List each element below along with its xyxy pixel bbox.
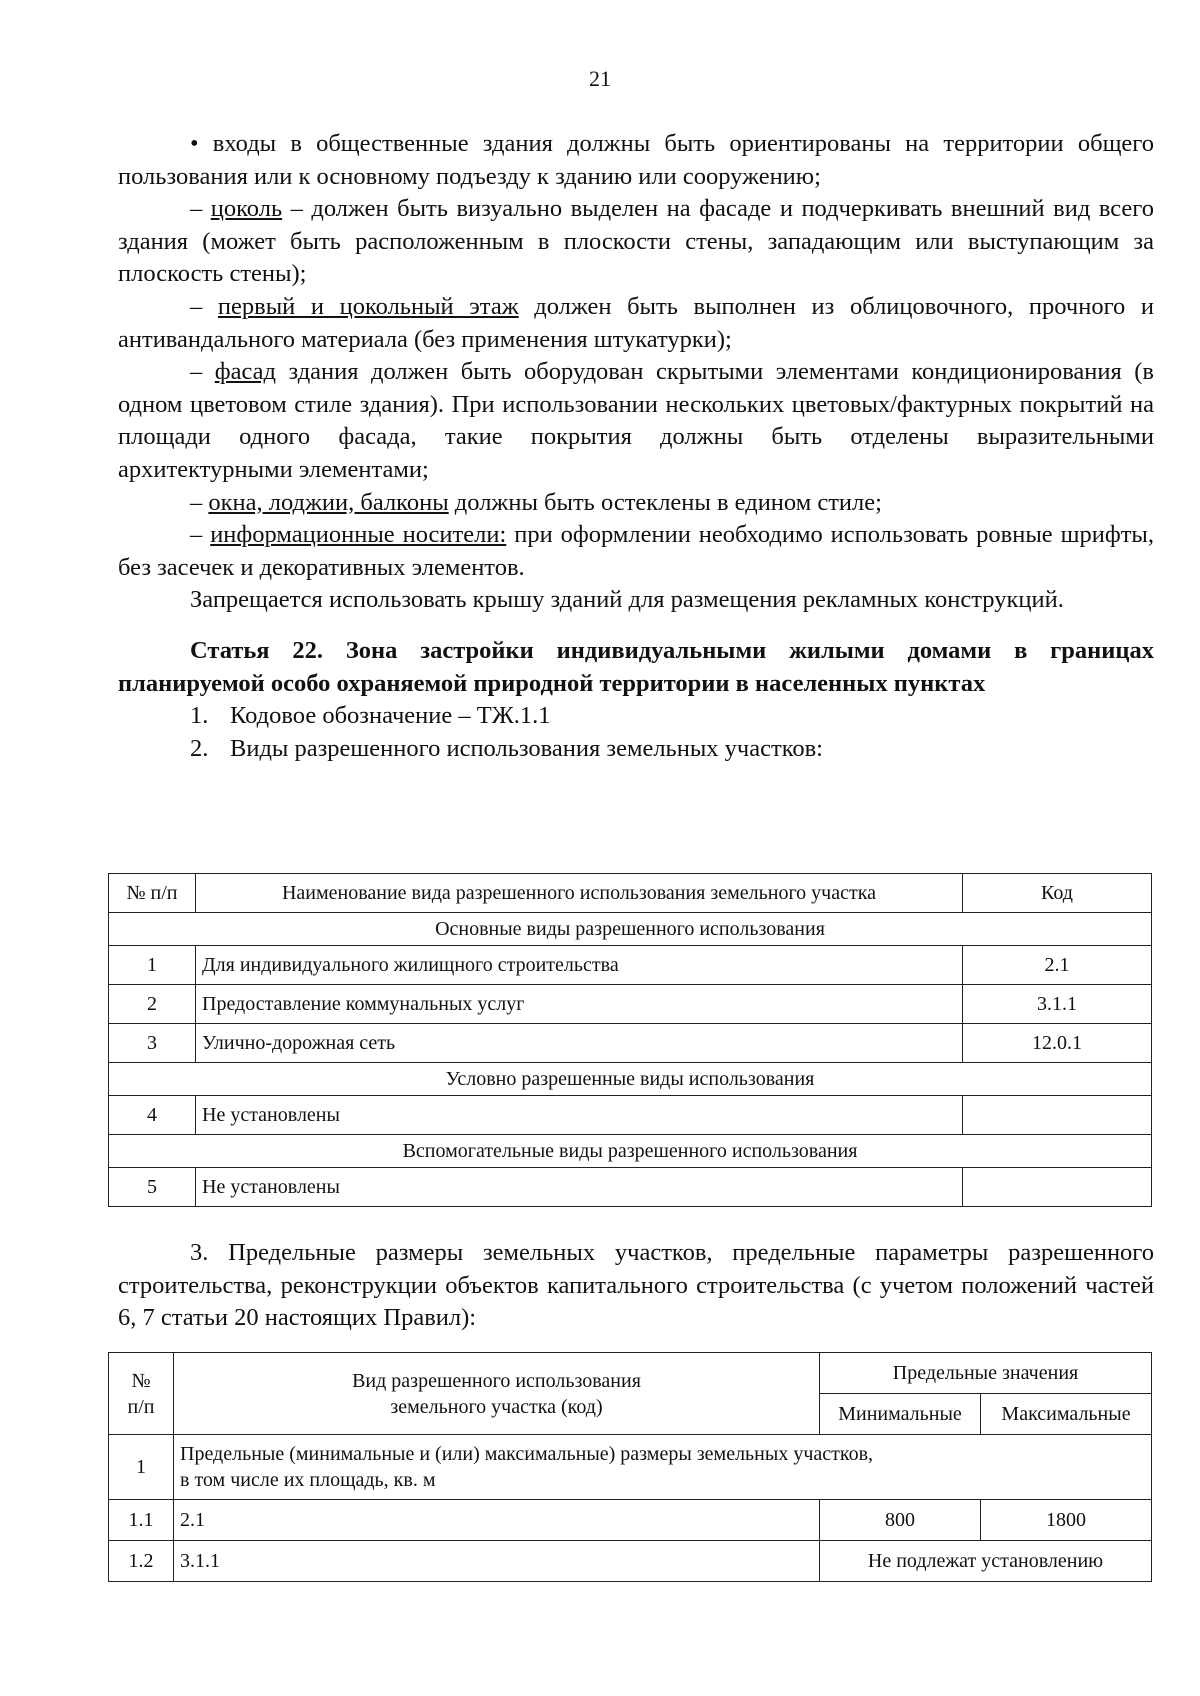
header-num-line1: №: [131, 1369, 151, 1392]
column-header-code: Код: [963, 874, 1152, 913]
paragraph-facade: [118, 356, 1154, 486]
paragraph-first-floor-text: должен быть выполнен из облицовочного, прочного и антивандального материала (без применения штукатурки);: [118, 292, 1155, 353]
cell-merged-value: Не подлежат установлению: [820, 1541, 1152, 1582]
table-row: [109, 1096, 1152, 1135]
group-title-line1: Предельные (минимальные и (или) максимальные) размеры земельных участков,: [180, 1443, 874, 1465]
table-group-row: [109, 1435, 1152, 1500]
paragraph-windows-text: должны быть остеклены в едином стиле;: [448, 488, 882, 516]
list-item-text: Кодовое обозначение – ТЖ.1.1: [230, 702, 551, 730]
cell-code: [963, 1096, 1152, 1135]
cell-name: Предоставление коммунальных услуг: [196, 985, 963, 1024]
cell-code: 3.1.1: [963, 985, 1152, 1024]
paragraph-plinth: [118, 193, 1154, 291]
paragraph-plinth-text: – должен быть визуально выделен на фасаде и подчеркивать внешний вид всего здания (может быть расположенным в плоскости стены, западающим или выступающим за плоскость стены);: [118, 195, 1154, 288]
cell-code: 2.1: [174, 1500, 820, 1541]
paragraph-windows: [118, 487, 1154, 520]
header-num-line2: п/п: [127, 1395, 155, 1418]
limits-table: [108, 1352, 1152, 1582]
paragraph-signage: [118, 519, 1154, 584]
dash: –: [190, 358, 215, 386]
list-item: [118, 733, 1154, 766]
column-header-min: Минимальные: [820, 1394, 981, 1435]
term-first-floor: первый и цокольный этаж: [217, 292, 519, 320]
paragraph-facade-text: здания должен быть оборудован скрытыми элементами кондиционирования (в одном цветовом стиле здания). При использовании нескольких цветовых/фактурных покрытий на площади одного фасада, такие покрытия должны быть отделены выразительными архитектурными элементами;: [118, 358, 1155, 483]
paragraph-roof-ban: Запрещается использовать крышу зданий для размещения рекламных конструкций.: [190, 586, 1064, 614]
cell-code: 12.0.1: [963, 1024, 1152, 1063]
cell-num: 1.2: [109, 1541, 174, 1582]
cell-num: 4: [109, 1096, 196, 1135]
article-heading: Статья 22. Зона застройки индивидуальными жилыми домами в границах планируемой особо охраняемой природной территории в населенных пунктах: [118, 636, 1154, 697]
term-plinth: цоколь: [210, 195, 283, 223]
body-text: [118, 128, 1154, 765]
cell-name: Не установлены: [196, 1168, 963, 1207]
cell-num: 3: [109, 1024, 196, 1063]
cell-name: Для индивидуального жилищного строительства: [196, 946, 963, 985]
cell-code: [963, 1168, 1152, 1207]
permitted-use-table: [108, 873, 1152, 1207]
list-item: [118, 700, 1154, 733]
column-header-name: Наименование вида разрешенного использования земельного участка: [196, 874, 963, 913]
cell-max: 1800: [981, 1500, 1152, 1541]
paragraph-signage-text: при оформлении необходимо использовать ровные шрифты, без засечек и декоративных элементов.: [118, 521, 1155, 581]
column-header-num: [109, 1353, 174, 1435]
cell-num: 2: [109, 985, 196, 1024]
table-section-row: [109, 1135, 1152, 1168]
table-row: [109, 946, 1152, 985]
column-header-limits: Предельные значения: [820, 1353, 1152, 1394]
dash: –: [190, 488, 209, 516]
paragraph-entrances: • входы в общественные здания должны быть ориентированы на территории общего пользования или к основному подъезду к зданию или сооружению;: [118, 130, 1154, 190]
table-header-row: [109, 1353, 1152, 1394]
term-signage: информационные носители:: [210, 521, 507, 549]
table-row: [109, 985, 1152, 1024]
list-item-text: Виды разрешенного использования земельных участков:: [230, 734, 823, 762]
header-kind-line2: земельного участка (код): [390, 1395, 603, 1418]
cell-num: 1: [109, 946, 196, 985]
cell-code: 3.1.1: [174, 1541, 820, 1582]
table-row: [109, 1500, 1152, 1541]
term-facade: фасад: [214, 358, 276, 386]
paragraph-limits-intro: 3. Предельные размеры земельных участков, предельные параметры разрешенного строительства, реконструкции объектов капитального строительства (с учетом положений частей 6, 7 статьи 20 настоящих Правил):: [118, 1239, 1154, 1332]
cell-name: Улично-дорожная сеть: [196, 1024, 963, 1063]
dash: –: [190, 521, 211, 549]
column-header-max: Максимальные: [981, 1394, 1152, 1435]
table-row: [109, 1024, 1152, 1063]
group-title-line2: в том числе их площадь, кв. м: [180, 1469, 436, 1491]
table-row: [109, 1168, 1152, 1207]
cell-num: 5: [109, 1168, 196, 1207]
page-number: 21: [589, 66, 611, 91]
cell-num: 1.1: [109, 1500, 174, 1541]
section-auxiliary-uses: Вспомогательные виды разрешенного использования: [109, 1135, 1152, 1168]
table-section-row: [109, 913, 1152, 946]
cell-name: Не установлены: [196, 1096, 963, 1135]
section-main-uses: Основные виды разрешенного использования: [109, 913, 1152, 946]
cell-code: 2.1: [963, 946, 1152, 985]
table-header-row: [109, 874, 1152, 913]
column-header-num: № п/п: [109, 874, 196, 913]
table-section-row: [109, 1063, 1152, 1096]
cell-min: 800: [820, 1500, 981, 1541]
dash: –: [190, 292, 218, 320]
table-row: [109, 1541, 1152, 1582]
paragraph-first-floor: [118, 291, 1154, 356]
cell-num: 1: [109, 1435, 174, 1500]
term-windows: окна, лоджии, балконы: [208, 488, 449, 516]
column-header-kind: [174, 1353, 820, 1435]
header-kind-line1: Вид разрешенного использования: [352, 1369, 641, 1392]
list-item-number: 2.: [190, 734, 209, 762]
list-item-number: 1.: [190, 702, 209, 730]
cell-group-title: [174, 1435, 1152, 1500]
section-conditional-uses: Условно разрешенные виды использования: [109, 1063, 1152, 1096]
dash: –: [190, 195, 211, 223]
